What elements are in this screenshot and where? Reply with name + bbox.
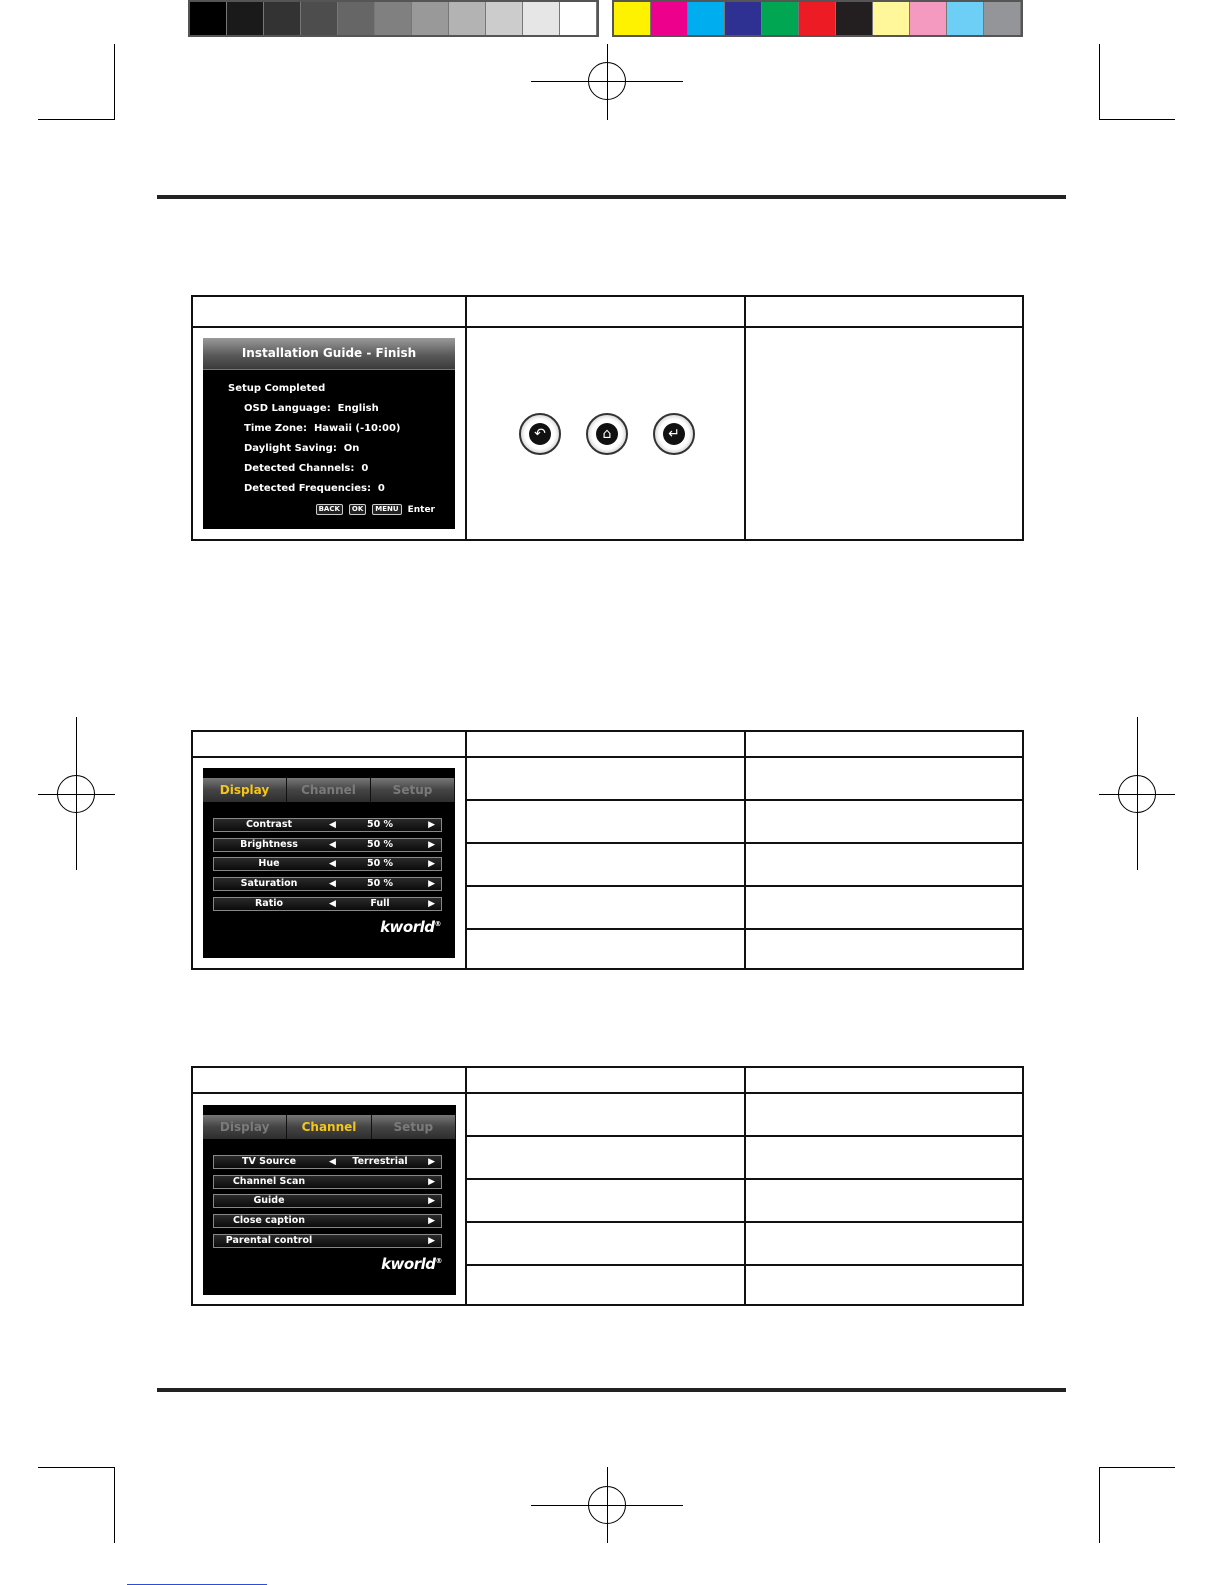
row-label: OSD Language: [244, 403, 331, 414]
right-arrow-icon[interactable]: ▶ [428, 1196, 435, 1206]
kworld-logo: kworld® [381, 1255, 442, 1273]
crop-mark [38, 119, 115, 120]
channel-menu-screen [203, 1105, 456, 1295]
color-swatch [412, 2, 449, 35]
logo-text: kworld [380, 918, 435, 936]
left-arrow-icon[interactable]: ◀ [329, 879, 336, 889]
crop-mark [114, 1467, 115, 1543]
tab-channel[interactable]: Channel [287, 778, 371, 802]
left-arrow-icon[interactable]: ◀ [329, 1157, 336, 1167]
tab-setup[interactable]: Setup [371, 778, 455, 802]
row-value: 50 % [366, 819, 394, 830]
row-value: Hawaii (-10:00) [313, 423, 401, 434]
left-arrow-icon[interactable]: ◀ [329, 820, 336, 830]
row-value: English [337, 403, 379, 414]
menu-tabs [203, 778, 455, 802]
home-icon: ⌂ [596, 423, 618, 445]
left-arrow-icon[interactable]: ◀ [329, 840, 336, 850]
footer-rule [157, 1388, 1066, 1392]
menu-row-guide[interactable] [213, 1194, 442, 1208]
left-arrow-icon[interactable]: ◀ [329, 859, 336, 869]
color-swatch [725, 2, 762, 35]
menu-row-channel-scan[interactable] [213, 1175, 442, 1189]
back-key-icon: BACK [316, 504, 343, 515]
home-button[interactable] [586, 413, 628, 455]
menu-row-saturation[interactable] [213, 877, 442, 891]
setup-completed-heading: Setup Completed [228, 383, 326, 394]
tab-setup[interactable]: Setup [372, 1115, 456, 1139]
color-swatch [375, 2, 412, 35]
back-arrow-icon: ↶ [529, 423, 551, 445]
logo-text: kworld [381, 1255, 436, 1273]
row-value: Full [370, 898, 390, 909]
back-button[interactable] [519, 413, 561, 455]
tab-display[interactable]: Display [203, 1115, 287, 1139]
registration-circle [588, 62, 626, 100]
color-swatch [560, 2, 597, 35]
gray-calibration-bar [188, 0, 599, 37]
menu-row-tv-source[interactable] [213, 1155, 442, 1169]
row-label: Detected Channels: [244, 463, 355, 474]
color-swatch [301, 2, 338, 35]
right-arrow-icon[interactable]: ▶ [428, 879, 435, 889]
color-swatch [762, 2, 799, 35]
menu-key-icon: MENU [372, 504, 401, 515]
color-swatch [836, 2, 873, 35]
row-label: Detected Frequencies: [244, 483, 371, 494]
color-swatch [947, 2, 984, 35]
tab-display[interactable]: Display [203, 778, 287, 802]
header-rule [157, 195, 1066, 199]
color-swatch [264, 2, 301, 35]
row-label: Brightness [240, 839, 298, 850]
summary-row [244, 443, 359, 454]
summary-row [244, 463, 368, 474]
color-swatch [688, 2, 725, 35]
osd-footer [316, 504, 435, 515]
row-label: Ratio [254, 898, 284, 909]
registration-circle [1118, 775, 1156, 813]
left-arrow-icon[interactable]: ◀ [329, 899, 336, 909]
menu-row-hue[interactable] [213, 857, 442, 871]
row-label: Time Zone: [244, 423, 307, 434]
crop-mark [114, 44, 115, 120]
menu-tabs [203, 1115, 456, 1139]
color-swatch [799, 2, 836, 35]
row-label: Daylight Saving: [244, 443, 337, 454]
registration-circle [588, 1486, 626, 1524]
row-label: Close caption [232, 1215, 306, 1226]
row-label: Parental control [225, 1235, 313, 1246]
menu-row-contrast[interactable] [213, 818, 442, 832]
color-swatch [984, 2, 1021, 35]
color-swatch [651, 2, 688, 35]
row-label: Hue [258, 858, 280, 869]
menu-row-close-caption[interactable] [213, 1214, 442, 1228]
menu-row-parental-control[interactable] [213, 1234, 442, 1248]
crop-mark [1099, 119, 1175, 120]
menu-row-brightness[interactable] [213, 838, 442, 852]
right-arrow-icon[interactable]: ▶ [428, 1157, 435, 1167]
installation-finish-screen [203, 338, 455, 529]
crop-mark [1099, 44, 1100, 120]
color-swatch [910, 2, 947, 35]
row-value: 50 % [366, 878, 394, 889]
row-label: Guide [253, 1195, 285, 1206]
color-swatch [523, 2, 560, 35]
row-label: TV Source [241, 1156, 297, 1167]
color-swatch [190, 2, 227, 35]
tab-channel[interactable]: Channel [287, 1115, 371, 1139]
row-label: Channel Scan [232, 1176, 306, 1187]
crop-mark [38, 1467, 115, 1468]
summary-row [244, 423, 401, 434]
ok-key-icon: OK [349, 504, 366, 515]
display-menu-screen [203, 768, 455, 958]
color-swatch [614, 2, 651, 35]
right-arrow-icon[interactable]: ▶ [428, 1177, 435, 1187]
row-value: 50 % [366, 858, 394, 869]
color-swatch [449, 2, 486, 35]
crop-mark [1099, 1467, 1100, 1543]
color-swatch [486, 2, 523, 35]
color-calibration-bar [612, 0, 1023, 37]
color-swatch [227, 2, 264, 35]
right-arrow-icon[interactable]: ▶ [428, 859, 435, 869]
color-swatch [873, 2, 910, 35]
row-label: Saturation [240, 878, 298, 889]
enter-label: Enter [407, 504, 435, 515]
registration-circle [57, 775, 95, 813]
summary-row [244, 403, 379, 414]
menu-row-ratio[interactable] [213, 897, 442, 911]
right-arrow-icon[interactable]: ▶ [428, 899, 435, 909]
summary-row [244, 483, 385, 494]
enter-button[interactable] [653, 413, 695, 455]
right-arrow-icon[interactable]: ▶ [428, 1236, 435, 1246]
crop-mark [1099, 1467, 1175, 1468]
row-value: On [343, 443, 360, 454]
row-value: 0 [377, 483, 385, 494]
osd-title: Installation Guide - Finish [203, 338, 455, 370]
row-value: 50 % [366, 839, 394, 850]
enter-icon: ↵ [663, 423, 685, 445]
row-value: 0 [361, 463, 369, 474]
right-arrow-icon[interactable]: ▶ [428, 1216, 435, 1226]
row-value: Terrestrial [352, 1156, 408, 1167]
right-arrow-icon[interactable]: ▶ [428, 820, 435, 830]
color-swatch [338, 2, 375, 35]
kworld-logo: kworld® [380, 918, 441, 936]
row-label: Contrast [245, 819, 293, 830]
right-arrow-icon[interactable]: ▶ [428, 840, 435, 850]
